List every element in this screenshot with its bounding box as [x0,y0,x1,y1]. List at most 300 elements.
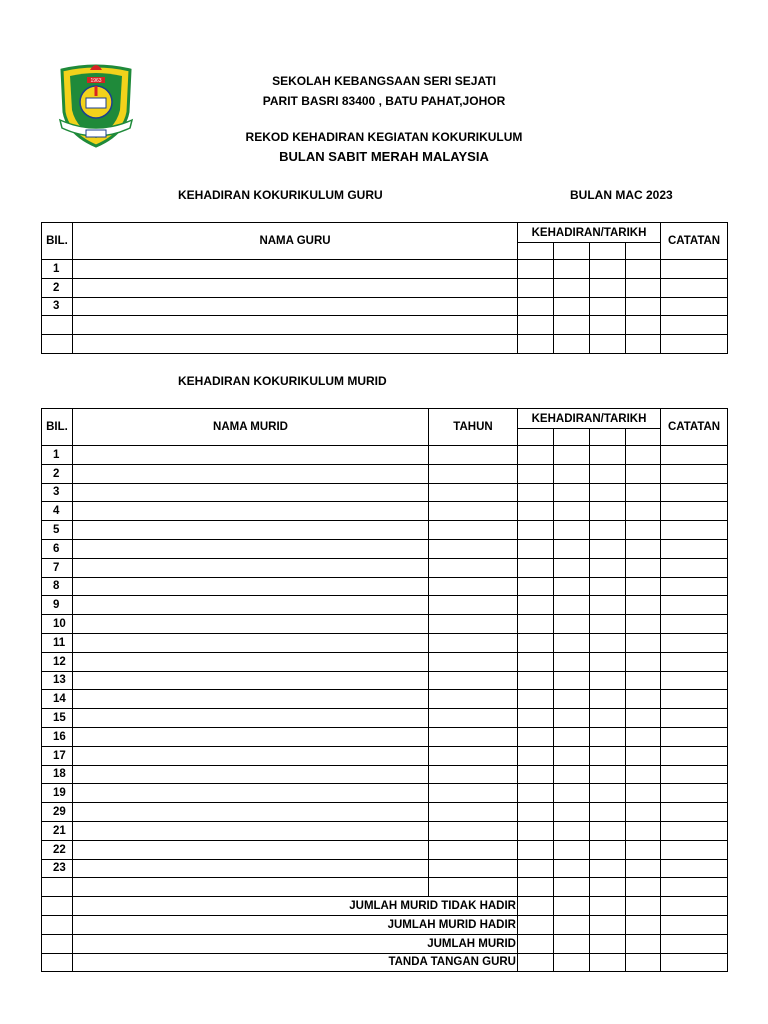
attendance-cell[interactable] [590,671,626,690]
attendance-cell[interactable] [518,558,554,577]
attendance-cell[interactable] [554,335,590,354]
attendance-cell[interactable] [518,633,554,652]
table-row [42,821,728,840]
table-row [42,260,728,279]
row-number: 13 [42,671,73,690]
row-number: 15 [42,709,73,728]
attendance-cell[interactable] [626,633,661,652]
attendance-cell[interactable] [626,765,661,784]
year-cell[interactable] [429,502,518,521]
year-cell[interactable] [429,859,518,878]
attendance-cell[interactable] [518,690,554,709]
teacher-name-cell[interactable] [73,278,518,297]
attendance-cell[interactable] [626,934,661,953]
attendance-cell[interactable] [518,915,554,934]
notes-cell[interactable] [661,521,728,540]
attendance-cell[interactable] [590,897,626,916]
student-name-cell[interactable] [73,765,429,784]
attendance-cell[interactable] [590,953,626,972]
attendance-cell[interactable] [554,633,590,652]
student-name-cell[interactable] [73,577,429,596]
col-header-notes: CATATAN [661,223,728,260]
attendance-cell[interactable] [554,260,590,279]
attendance-cell[interactable] [626,953,661,972]
attendance-cell[interactable] [626,464,661,483]
date-cell[interactable] [554,429,590,446]
row-number [42,953,73,972]
table-row [42,521,728,540]
year-cell[interactable] [429,784,518,803]
attendance-cell[interactable] [554,746,590,765]
attendance-cell[interactable] [554,521,590,540]
attendance-cell[interactable] [518,615,554,634]
attendance-cell[interactable] [590,633,626,652]
table-row [42,878,728,897]
student-name-cell[interactable] [73,596,429,615]
attendance-cell[interactable] [554,539,590,558]
attendance-cell[interactable] [590,765,626,784]
attendance-cell[interactable] [518,260,554,279]
attendance-cell[interactable] [554,859,590,878]
notes-cell[interactable] [661,596,728,615]
year-cell[interactable] [429,596,518,615]
notes-cell[interactable] [661,260,728,279]
table-row [42,316,728,335]
student-name-cell[interactable] [73,878,429,897]
attendance-cell[interactable] [626,652,661,671]
notes-cell[interactable] [661,539,728,558]
attendance-cell[interactable] [590,690,626,709]
attendance-cell[interactable] [626,709,661,728]
attendance-cell[interactable] [518,464,554,483]
attendance-cell[interactable] [590,934,626,953]
attendance-cell[interactable] [590,297,626,316]
year-cell[interactable] [429,878,518,897]
summary-row [42,934,728,953]
teacher-name-cell[interactable] [73,297,518,316]
attendance-cell[interactable] [518,727,554,746]
attendance-cell[interactable] [626,840,661,859]
table-row [42,633,728,652]
attendance-cell[interactable] [626,521,661,540]
student-name-cell[interactable] [73,558,429,577]
attendance-cell[interactable] [554,297,590,316]
attendance-cell[interactable] [518,934,554,953]
row-number: 12 [42,652,73,671]
attendance-cell[interactable] [590,502,626,521]
summary-label: JUMLAH MURID [73,934,518,953]
student-name-cell[interactable] [73,539,429,558]
summary-row [42,915,728,934]
notes-cell[interactable] [661,784,728,803]
row-number [42,316,73,335]
attendance-cell[interactable] [590,840,626,859]
date-cell[interactable] [590,243,626,260]
date-cell[interactable] [626,243,661,260]
notes-cell[interactable] [661,446,728,465]
attendance-cell[interactable] [590,859,626,878]
summary-label: JUMLAH MURID TIDAK HADIR [73,897,518,916]
student-name-cell[interactable] [73,483,429,502]
attendance-cell[interactable] [626,878,661,897]
notes-cell[interactable] [661,840,728,859]
attendance-cell[interactable] [554,671,590,690]
row-number: 2 [42,278,73,297]
attendance-cell[interactable] [554,690,590,709]
student-name-cell[interactable] [73,784,429,803]
table-row [42,278,728,297]
row-number [42,934,73,953]
attendance-cell[interactable] [590,278,626,297]
attendance-cell[interactable] [518,539,554,558]
attendance-cell[interactable] [554,464,590,483]
attendance-cell[interactable] [518,446,554,465]
svg-text:1963: 1963 [90,78,102,84]
year-cell[interactable] [429,821,518,840]
notes-cell[interactable] [661,483,728,502]
attendance-cell[interactable] [590,260,626,279]
date-cell[interactable] [518,429,554,446]
col-header-notes: CATATAN [661,409,728,446]
attendance-cell[interactable] [590,821,626,840]
attendance-cell[interactable] [590,784,626,803]
row-number [42,897,73,916]
row-number [42,878,73,897]
col-header-year: TAHUN [429,409,518,446]
summary-row [42,897,728,916]
attendance-cell[interactable] [518,671,554,690]
notes-cell[interactable] [661,615,728,634]
table-row [42,558,728,577]
notes-cell[interactable] [661,633,728,652]
notes-cell[interactable] [661,690,728,709]
attendance-cell[interactable] [590,483,626,502]
attendance-cell[interactable] [590,446,626,465]
attendance-cell[interactable] [554,446,590,465]
attendance-cell[interactable] [626,596,661,615]
table-row [42,652,728,671]
attendance-cell[interactable] [518,840,554,859]
attendance-cell[interactable] [554,953,590,972]
attendance-cell[interactable] [518,803,554,822]
row-number: 2 [42,464,73,483]
attendance-cell[interactable] [590,615,626,634]
school-name: SEKOLAH KEBANGSAAN SERI SEJATI [272,74,496,88]
attendance-cell[interactable] [626,897,661,916]
summary-label: TANDA TANGAN GURU [73,953,518,972]
year-cell[interactable] [429,690,518,709]
attendance-cell[interactable] [626,803,661,822]
attendance-cell[interactable] [590,878,626,897]
table-row [42,690,728,709]
notes-cell[interactable] [661,878,728,897]
month-label: BULAN MAC 2023 [570,188,673,202]
notes-cell[interactable] [661,577,728,596]
notes-cell[interactable] [661,652,728,671]
attendance-cell[interactable] [590,746,626,765]
date-cell[interactable] [626,429,661,446]
student-name-cell[interactable] [73,502,429,521]
attendance-cell[interactable] [590,464,626,483]
attendance-cell[interactable] [626,316,661,335]
year-cell[interactable] [429,446,518,465]
student-name-cell[interactable] [73,709,429,728]
attendance-cell[interactable] [626,260,661,279]
notes-cell[interactable] [661,859,728,878]
teacher-name-cell[interactable] [73,316,518,335]
attendance-cell[interactable] [626,784,661,803]
row-number [42,335,73,354]
date-cell[interactable] [590,429,626,446]
attendance-cell[interactable] [626,446,661,465]
attendance-cell[interactable] [554,915,590,934]
year-cell[interactable] [429,483,518,502]
table-row [42,765,728,784]
student-name-cell[interactable] [73,803,429,822]
date-cell[interactable] [554,243,590,260]
year-cell[interactable] [429,558,518,577]
attendance-cell[interactable] [626,278,661,297]
notes-cell[interactable] [661,765,728,784]
row-number: 22 [42,840,73,859]
summary-row [42,953,728,972]
row-number: 14 [42,690,73,709]
year-cell[interactable] [429,746,518,765]
attendance-cell[interactable] [626,539,661,558]
student-name-cell[interactable] [73,671,429,690]
notes-cell[interactable] [661,464,728,483]
table-row [42,803,728,822]
student-name-cell[interactable] [73,746,429,765]
row-number: 18 [42,765,73,784]
date-cell[interactable] [518,243,554,260]
attendance-cell[interactable] [518,859,554,878]
attendance-cell[interactable] [590,709,626,728]
student-name-cell[interactable] [73,690,429,709]
table-row [42,483,728,502]
row-number: 17 [42,746,73,765]
attendance-cell[interactable] [518,297,554,316]
attendance-cell[interactable] [590,558,626,577]
attendance-cell[interactable] [626,746,661,765]
notes-cell[interactable] [661,934,728,953]
attendance-cell[interactable] [518,652,554,671]
row-number: 6 [42,539,73,558]
year-cell[interactable] [429,539,518,558]
attendance-cell[interactable] [590,335,626,354]
table-row [42,709,728,728]
attendance-cell[interactable] [518,953,554,972]
attendance-cell[interactable] [518,746,554,765]
attendance-cell[interactable] [626,558,661,577]
table-row [42,615,728,634]
year-cell[interactable] [429,577,518,596]
attendance-cell[interactable] [590,539,626,558]
attendance-cell[interactable] [518,316,554,335]
notes-cell[interactable] [661,297,728,316]
teacher-name-cell[interactable] [73,260,518,279]
row-number: 3 [42,483,73,502]
student-name-cell[interactable] [73,464,429,483]
year-cell[interactable] [429,633,518,652]
attendance-cell[interactable] [590,316,626,335]
row-number: 1 [42,446,73,465]
teacher-attendance-table [41,222,728,354]
notes-cell[interactable] [661,502,728,521]
row-number: 4 [42,502,73,521]
attendance-cell[interactable] [554,878,590,897]
row-number: 19 [42,784,73,803]
year-cell[interactable] [429,615,518,634]
attendance-cell[interactable] [626,821,661,840]
table-row [42,746,728,765]
notes-cell[interactable] [661,671,728,690]
row-number: 1 [42,260,73,279]
table-row [42,671,728,690]
attendance-cell[interactable] [518,335,554,354]
attendance-cell[interactable] [590,803,626,822]
notes-cell[interactable] [661,897,728,916]
row-number: 29 [42,803,73,822]
attendance-cell[interactable] [554,652,590,671]
attendance-cell[interactable] [518,709,554,728]
attendance-cell[interactable] [518,596,554,615]
attendance-cell[interactable] [554,727,590,746]
attendance-cell[interactable] [554,784,590,803]
student-attendance-table [41,408,728,972]
col-header-no: BIL. [42,223,73,260]
attendance-cell[interactable] [518,878,554,897]
year-cell[interactable] [429,727,518,746]
attendance-cell[interactable] [626,690,661,709]
attendance-cell[interactable] [554,502,590,521]
attendance-cell[interactable] [518,483,554,502]
attendance-cell[interactable] [554,709,590,728]
attendance-cell[interactable] [518,821,554,840]
attendance-cell[interactable] [554,821,590,840]
attendance-cell[interactable] [626,671,661,690]
attendance-cell[interactable] [626,615,661,634]
notes-cell[interactable] [661,558,728,577]
attendance-cell[interactable] [554,934,590,953]
student-name-cell[interactable] [73,633,429,652]
col-header-attendance: KEHADIRAN/TARIKH [518,223,661,243]
attendance-cell[interactable] [518,765,554,784]
row-number: 10 [42,615,73,634]
notes-cell[interactable] [661,953,728,972]
table-row [42,784,728,803]
row-number: 7 [42,558,73,577]
year-cell[interactable] [429,652,518,671]
attendance-cell[interactable] [554,577,590,596]
notes-cell[interactable] [661,709,728,728]
attendance-cell[interactable] [626,577,661,596]
student-name-cell[interactable] [73,615,429,634]
student-name-cell[interactable] [73,446,429,465]
year-cell[interactable] [429,671,518,690]
notes-cell[interactable] [661,727,728,746]
attendance-cell[interactable] [626,483,661,502]
attendance-cell[interactable] [518,897,554,916]
attendance-cell[interactable] [554,278,590,297]
student-name-cell[interactable] [73,859,429,878]
attendance-cell[interactable] [554,596,590,615]
student-name-cell[interactable] [73,727,429,746]
attendance-cell[interactable] [590,577,626,596]
notes-cell[interactable] [661,278,728,297]
attendance-cell[interactable] [554,558,590,577]
attendance-cell[interactable] [554,483,590,502]
row-number: 8 [42,577,73,596]
attendance-cell[interactable] [554,897,590,916]
table-row [42,596,728,615]
attendance-cell[interactable] [554,803,590,822]
row-number: 11 [42,633,73,652]
student-name-cell[interactable] [73,821,429,840]
table-row [42,727,728,746]
attendance-cell[interactable] [590,915,626,934]
attendance-cell[interactable] [626,297,661,316]
attendance-cell[interactable] [554,840,590,859]
attendance-cell[interactable] [518,577,554,596]
year-cell[interactable] [429,709,518,728]
notes-cell[interactable] [661,335,728,354]
attendance-cell[interactable] [590,652,626,671]
notes-cell[interactable] [661,803,728,822]
attendance-cell[interactable] [554,615,590,634]
table-row [42,859,728,878]
attendance-cell[interactable] [518,784,554,803]
student-name-cell[interactable] [73,840,429,859]
attendance-cell[interactable] [554,316,590,335]
notes-cell[interactable] [661,316,728,335]
notes-cell[interactable] [661,821,728,840]
attendance-cell[interactable] [626,727,661,746]
table-row [42,539,728,558]
attendance-cell[interactable] [590,596,626,615]
table-row [42,464,728,483]
col-header-teacher-name: NAMA GURU [73,223,518,260]
attendance-cell[interactable] [626,335,661,354]
notes-cell[interactable] [661,746,728,765]
school-address: PARIT BASRI 83400 , BATU PAHAT,JOHOR [262,94,506,108]
attendance-cell[interactable] [626,502,661,521]
student-name-cell[interactable] [73,521,429,540]
year-cell[interactable] [429,765,518,784]
notes-cell[interactable] [661,915,728,934]
student-name-cell[interactable] [73,652,429,671]
table-row [42,335,728,354]
row-number: 23 [42,859,73,878]
attendance-cell[interactable] [518,521,554,540]
row-number: 9 [42,596,73,615]
attendance-cell[interactable] [626,859,661,878]
col-header-no: BIL. [42,409,73,446]
attendance-cell[interactable] [590,727,626,746]
attendance-cell[interactable] [554,765,590,784]
year-cell[interactable] [429,803,518,822]
attendance-cell[interactable] [518,502,554,521]
teacher-name-cell[interactable] [73,335,518,354]
attendance-cell[interactable] [626,915,661,934]
summary-label: JUMLAH MURID HADIR [73,915,518,934]
year-cell[interactable] [429,840,518,859]
year-cell[interactable] [429,464,518,483]
attendance-cell[interactable] [590,521,626,540]
attendance-cell[interactable] [518,278,554,297]
row-number: 21 [42,821,73,840]
year-cell[interactable] [429,521,518,540]
